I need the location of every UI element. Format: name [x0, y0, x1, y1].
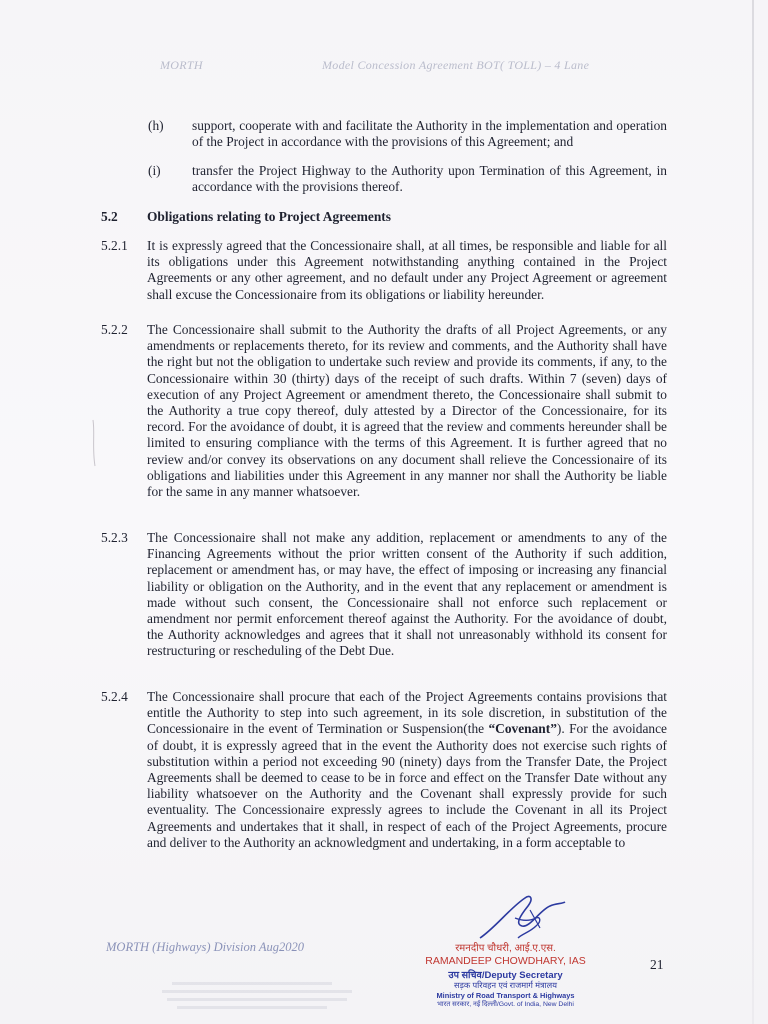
clause-number: 5.2.3 [101, 530, 128, 545]
item-text: transfer the Project Highway to the Authority upon Termination of this Agreement, in accordance with the provisions thereof. [192, 163, 667, 195]
footer-division: MORTH (Highways) Division Aug2020 [106, 940, 305, 954]
handwritten-signature [470, 888, 570, 948]
clause-text: The Concessionaire shall submit to the Authority the drafts of all Project Agreements, or any amendments or replacements thereto, for its review and comments, and the Authority shall have the right but not the obligation to undertake such review and provide its comments, if any, to the Concessionaire within 30 (thirty) days of the receipt of such drafts. Within 7 (seven) days of execution of any Project Agreement or amendment thereto, the Concessionaire shall submit to the Authority a true copy thereof, duly attested by a Director of the Concessionaire, for its record. For the avoidance of doubt, it is agreed that the review and comments hereunder shall be limited to ensuring compliance with the terms of this Agreement. It is further agreed that no review and/or convey its observations on any document shall relieve the Concessionaire of its obligations and liabilities under this Agreement in any manner nor shall the Authority be liable for the same in any manner whatsoever. [147, 322, 667, 500]
clause-text-part: The Concessionaire shall procure that each of the Project Agreements contains provisions that entitle the Authority to step into such agreement, in its sole discretion, in substitution of the Concessionaire in the event of Termination or Suspension(the [147, 689, 667, 737]
margin-pencil-mark [89, 418, 99, 468]
clause-text [147, 689, 667, 851]
section-title: Obligations relating to Project Agreements [147, 209, 391, 224]
header-left: MORTH [160, 58, 203, 72]
list-item-h [0, 118, 768, 158]
clause-text-part: ). For the avoidance of doubt, it is expressly agreed that in the event the Authority does not exercise such rights of substitution within a period not exceeding 90 (ninety) days from the Transfer Date, the Project Agreements shall be deemed to cease to be in force and effect on the Transfer Date without any liability whatsoever on the Authority and the Covenant shall expressly provide for such eventuality. The Concessionaire expressly agrees to include the Covenant in all its Project Agreements and undertakes that it shall, in respect of each of the Project Agreements, procure and deliver to the Authority an acknowledgment and undertaking, in a form acceptable to [147, 721, 667, 850]
bleed-through-ghost-text [162, 980, 362, 1014]
page-number: 21 [650, 957, 664, 972]
running-header [0, 58, 768, 78]
clause-number: 5.2.4 [101, 689, 128, 704]
stamp-name: RAMANDEEP CHOWDHARY, IAS [425, 955, 586, 967]
stamp-location: भारत सरकार, नई दिल्ली/Govt. of India, New Delhi [437, 1001, 574, 1008]
official-stamp [418, 943, 593, 1009]
clause-text: The Concessionaire shall not make any addition, replacement or amendments to any of the Financing Agreements without the prior written consent of the Authority if such addition, replacement or amendment has, or may have, the effect of imposing or increasing any financial liability or obligation on the Authority, and in the event that any replacement or amendment is made without such consent, the Concessionaire shall not enforce such replacement or amendment nor permit enforcement thereof against the Authority. For the avoidance of doubt, the Authority acknowledges and agrees that it shall not unreasonably withhold its consent for restructuring or rescheduling of the Debt Due. [147, 530, 667, 659]
item-label: (i) [148, 163, 161, 178]
clause-5-2-3 [0, 530, 768, 680]
item-label: (h) [148, 118, 164, 133]
stamp-ministry: Ministry of Road Transport & Highways [436, 991, 575, 1000]
list-item-i [0, 163, 768, 203]
item-text: support, cooperate with and facilitate the Authority in the implementation and operation of the Project in accordance with the provisions of this Agreement; and [192, 118, 667, 150]
clause-number: 5.2.2 [101, 322, 128, 337]
covenant-term: “Covenant” [488, 721, 557, 737]
clause-5-2-4 [0, 689, 768, 889]
section-number: 5.2 [101, 209, 118, 224]
clause-5-2-2 [0, 322, 768, 522]
stamp-designation: उप सचिव/Deputy Secretary [448, 970, 563, 981]
header-right: Model Concession Agreement BOT( TOLL) – 4 Lane [322, 58, 590, 72]
clause-text: It is expressly agreed that the Concessionaire shall, at all times, be responsible and liable for all its obligations under this Agreement notwithstanding anything contained in the Project Agreements or any other agreement, and no default under any Project Agreement or agreement shall excuse the Concessionaire from its obligations or liability hereunder. [147, 238, 667, 302]
stamp-ministry-hindi: सड़क परिवहन एवं राजमार्ग मंत्रालय [454, 981, 557, 990]
clause-number: 5.2.1 [101, 238, 128, 253]
stamp-name-hindi: रमनदीप चौधरी, आई.ए.एस. [455, 943, 556, 954]
clause-5-2-1 [0, 238, 768, 310]
